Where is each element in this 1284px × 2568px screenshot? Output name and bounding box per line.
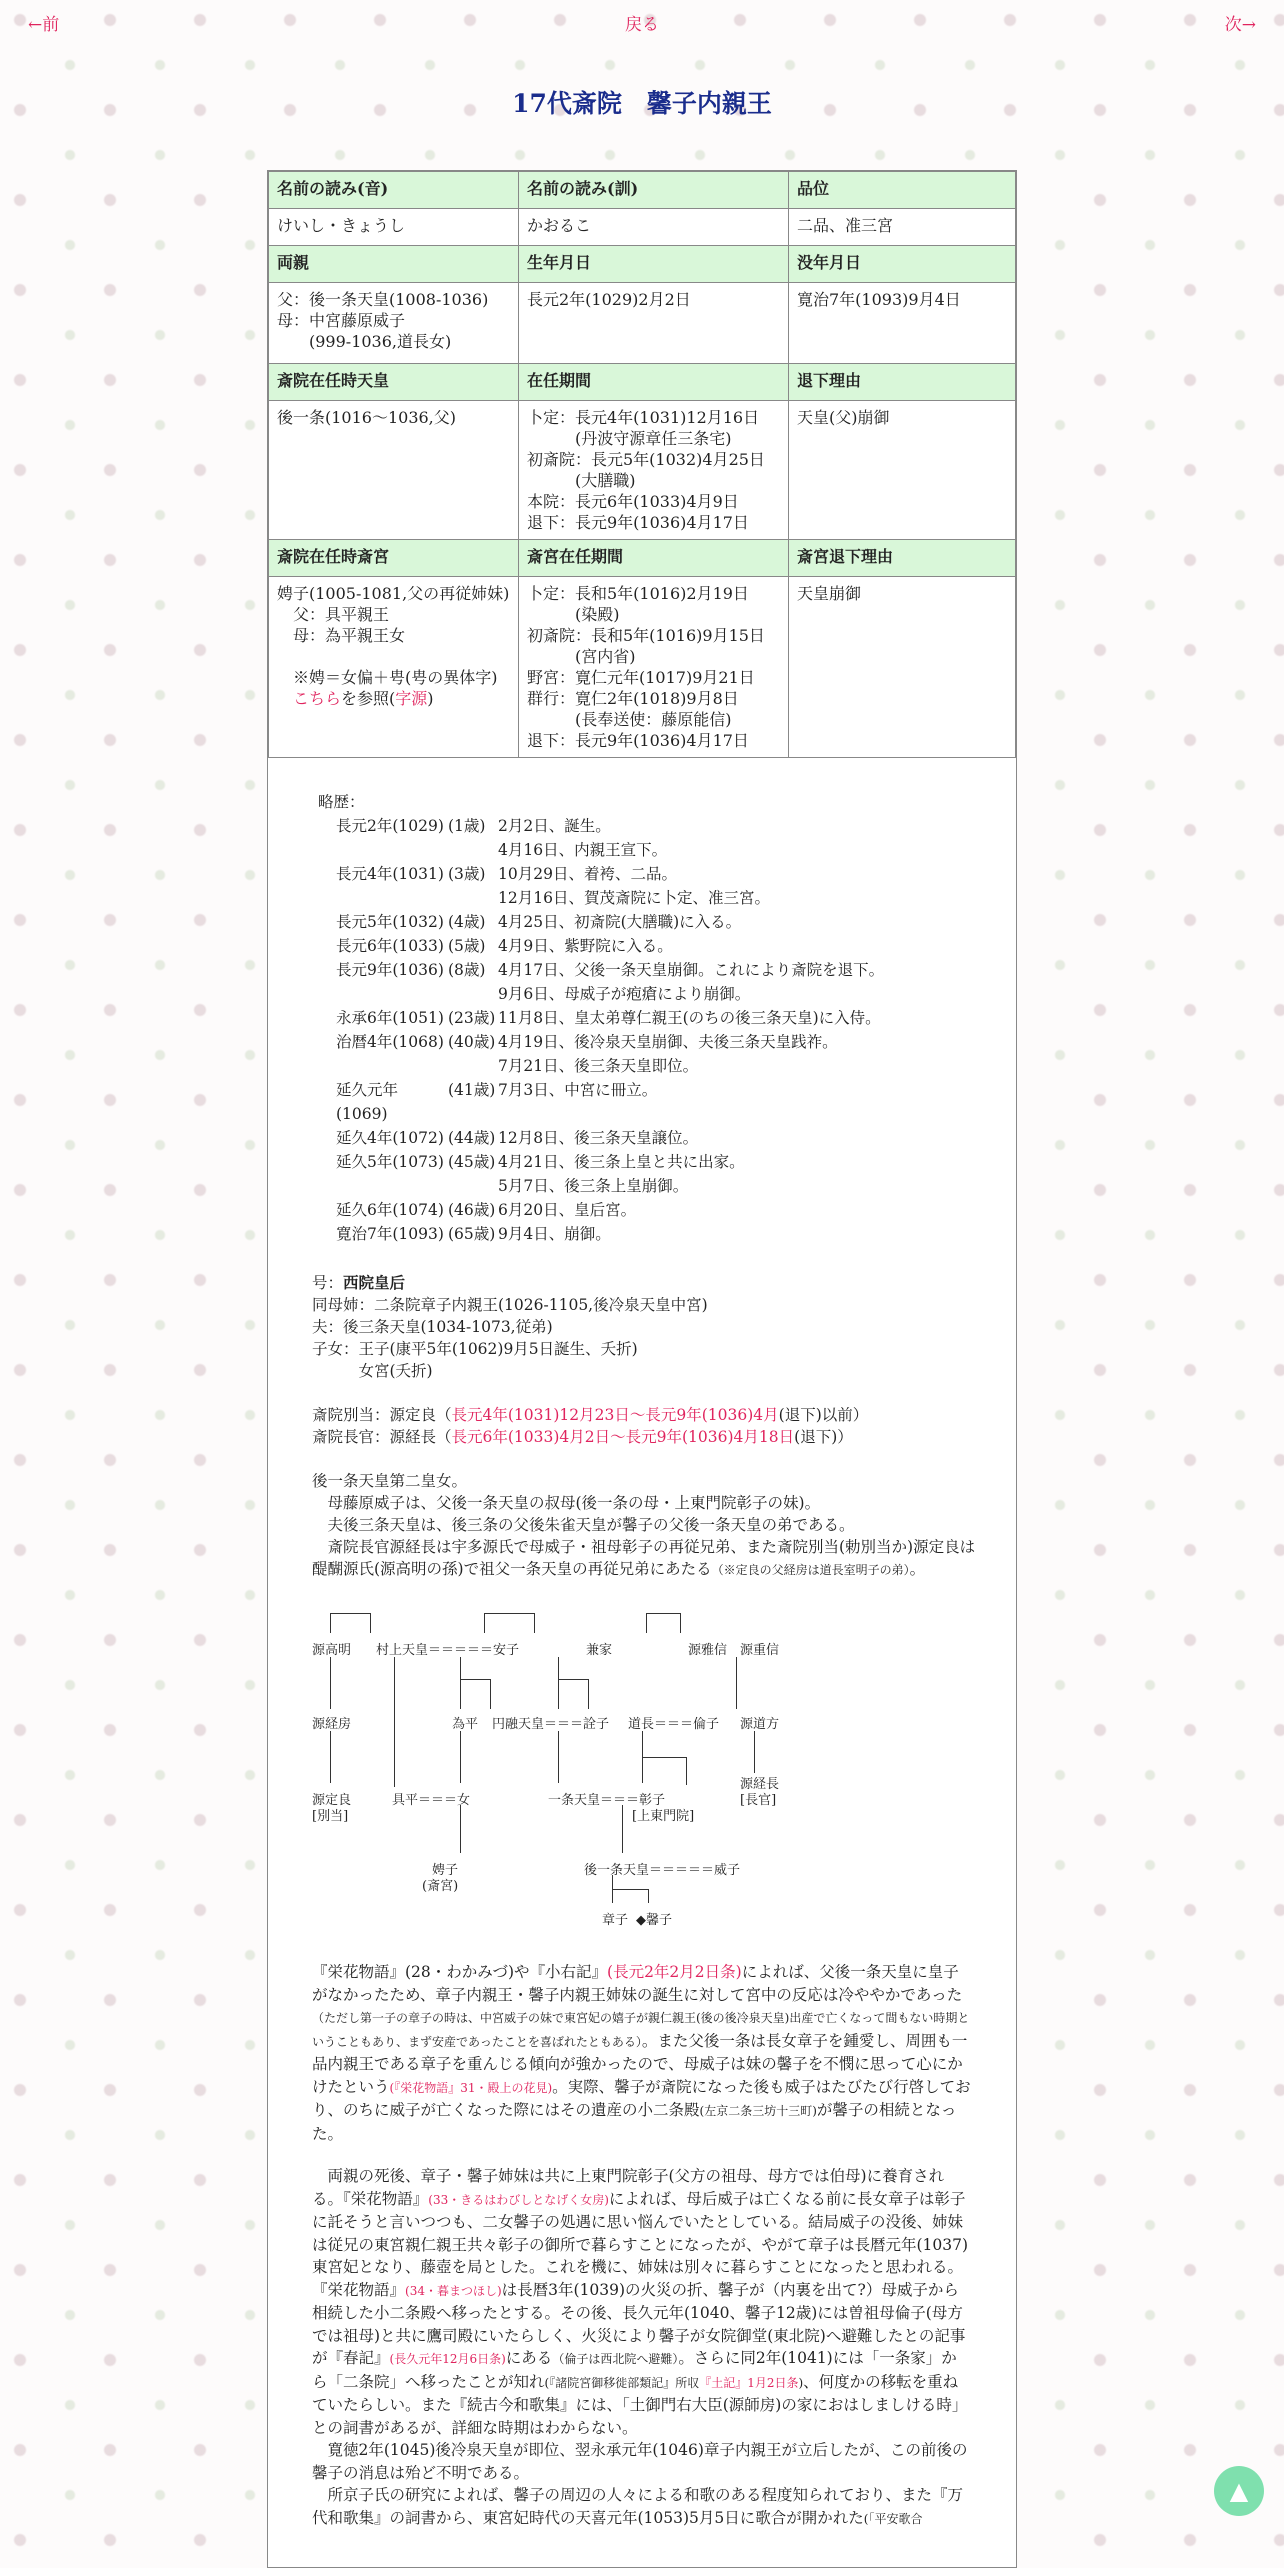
tree-node: [別当] <box>312 1809 349 1824</box>
ref-link[interactable]: (長久元年12月6日条) <box>389 2352 506 2366</box>
go-name: 西院皇后 <box>343 1273 406 1292</box>
history-age: (65歳) <box>448 1225 496 1243</box>
table-header: 没年月日 <box>789 246 1016 283</box>
history-row <box>318 910 1016 934</box>
table-header-row <box>269 540 1016 577</box>
go-label: 号： <box>312 1274 344 1292</box>
history-row <box>318 1078 1016 1126</box>
history-event: 4月19日、後冷泉天皇崩御、夫後三条天皇践祚。 <box>498 1033 838 1051</box>
table-cell: かおるこ <box>519 209 789 246</box>
chokan-text: 斎院長官：源経長（長元6年(1033)4月2日～長元9年(1036)4月18日(退下)） <box>312 1428 853 1446</box>
history-age <box>448 886 498 910</box>
tree-node: (斎宮) <box>422 1879 459 1894</box>
history-year <box>318 1054 448 1078</box>
ref-link[interactable]: 『土記』1月2日条 <box>699 2375 799 2390</box>
history-event: 4月21日、後三条上皇と共に出家。 <box>498 1153 745 1171</box>
prev-link[interactable]: ←前 <box>28 15 60 35</box>
essay-paragraph: 『栄花物語』(34・暮まつほし)は長暦3年(1039)の火災の折、馨子が（内裏を出て?）母威子から相続した小二条殿へ移ったとする。その後、長久元年(1040、馨子12歳)には曽祖母倫子(母方では祖母)と共に鷹司殿にいたらしく、火災により馨子が女院御堂(東北院)へ避難したとの記事が『春記』(長久元年12月6日条)にある（倫子は西北院へ避難）。さらに同2年(1041)には「一条家」から「二条院」へ移ったことが知れ(『諸院宮御移徙部類記』所収『土記』1月2日条)、何度かの移転を重ねていたらしい。また『続古今和歌集』には、「土御門右大臣(源師房)の家におはしましける時」との詞書があるが、詳細な時期はわからない。 <box>312 2280 968 2437</box>
history-age: (45歳) <box>448 1153 496 1171</box>
tree-node: 章子 <box>602 1913 629 1928</box>
history-event: 12月8日、後三条天皇譲位。 <box>498 1129 699 1147</box>
tree-node: 一条天皇＝＝＝彰子 <box>548 1793 666 1808</box>
ref-link[interactable]: (長元2年2月2日条) <box>607 1963 742 1981</box>
history-age <box>448 838 498 862</box>
profile-section <box>312 1272 976 1448</box>
content-panel <box>267 170 1017 2568</box>
essay-paragraph: 寛徳2年(1045)後冷泉天皇が即位、翌永承元年(1046)章子内親王が立后したが、この前後の馨子の消息は殆ど不明である。 <box>312 2441 968 2482</box>
history-event: 4月9日、紫野院に入る。 <box>498 937 673 955</box>
table-header: 在任期間 <box>519 364 789 401</box>
table-cell: 卜定：長元4年(1031)12月16日 (丹波守源章任三条宅) 初斎院：長元5年(1032)4月25日 (大膳職) 本院：長元6年(1033)4月9日 退下：長元9年(1036)4月17日 <box>519 401 789 540</box>
essay-section <box>312 1961 972 2530</box>
history-age <box>448 982 498 1006</box>
tree-node: 村上天皇＝＝＝＝＝安子 <box>376 1643 520 1658</box>
table-cell: 父：後一条天皇(1008-1036) 母：中宮藤原威子 (999-1036,道長女) <box>269 283 519 364</box>
history-row <box>318 1006 1016 1030</box>
history-row <box>318 1054 1016 1078</box>
lineage-text: 斎院長官源経長は宇多源氏で母威子・祖母彰子の再従兄弟、また斎院別当(勅別当か)源定良は醍醐源氏(源高明の孫)で祖父一条天皇の再従兄弟にあたる（※定良の父経房は道長室明子の弟）。 <box>312 1538 976 1578</box>
family-tree <box>312 1613 912 1933</box>
history-year: 長元5年(1032) <box>336 913 444 931</box>
history-age: (40歳) <box>448 1033 496 1051</box>
history-row <box>318 1222 1016 1246</box>
table-row <box>269 577 1016 758</box>
history-year: 治暦4年(1068) <box>336 1033 444 1051</box>
table-header: 品位 <box>789 172 1016 209</box>
history-row <box>318 814 1016 838</box>
history-year <box>318 982 448 1006</box>
next-link[interactable]: 次→ <box>1224 15 1256 35</box>
table-header: 両親 <box>269 246 519 283</box>
history-age <box>448 1054 498 1078</box>
tree-node: 娉子 <box>432 1863 459 1878</box>
refer-close: ) <box>427 689 434 708</box>
history-event: 4月16日、内親王宣下。 <box>498 841 668 859</box>
tree-node: 源道方 <box>740 1717 780 1732</box>
table-header: 名前の読み(訓) <box>519 172 789 209</box>
child-text-2: 女宮(夭折) <box>312 1362 433 1380</box>
chokan-ref[interactable]: 長元6年(1033)4月2日～長元9年(1036)4月18日 <box>451 1428 795 1446</box>
table-cell: 後一条(1016～1036,父) <box>269 401 519 540</box>
lineage-text: 母藤原威子は、父後一条天皇の叔母(後一条の母・上東門院彰子の妹)。 <box>312 1494 821 1512</box>
history-age: (4歳) <box>448 913 486 931</box>
tree-node: 後一条天皇＝＝＝＝＝威子 <box>584 1863 741 1878</box>
table-row <box>269 209 1016 246</box>
sibling-text: 同母姉：二条院章子内親王(1026-1105,後冷泉天皇中宮) <box>312 1296 708 1314</box>
history-row <box>318 1198 1016 1222</box>
history-section <box>318 790 1016 1246</box>
history-age <box>448 1174 498 1198</box>
table-header-row <box>269 246 1016 283</box>
table-header-row <box>269 172 1016 209</box>
history-event: 4月17日、父後一条天皇崩御。これにより斎院を退下。 <box>498 961 885 979</box>
history-event: 5月7日、後三条上皇崩御。 <box>498 1177 689 1195</box>
ref-link[interactable]: (33・きるはわびしとなげく女房) <box>428 2192 609 2207</box>
jigen-link[interactable]: 字源 <box>395 689 428 708</box>
scroll-top-button[interactable]: ▲ <box>1214 2466 1264 2516</box>
table-row <box>269 283 1016 364</box>
history-event: 9月6日、母威子が疱瘡により崩御。 <box>498 985 751 1003</box>
table-header-row <box>269 364 1016 401</box>
table-cell: 寛治7年(1093)9月4日 <box>789 283 1016 364</box>
history-year <box>318 1174 448 1198</box>
history-row <box>318 1126 1016 1150</box>
tree-node-kaoruko: ◆馨子 <box>636 1913 672 1928</box>
lineage-text: 後一条天皇第二皇女。 <box>312 1472 468 1490</box>
history-label: 略歴： <box>318 793 365 811</box>
refer-text: を参照( <box>341 689 396 708</box>
history-year <box>318 886 448 910</box>
betto-ref[interactable]: 長元4年(1031)12月23日～長元9年(1036)4月 <box>451 1406 779 1424</box>
tree-node: 源高明 <box>312 1643 352 1658</box>
table-cell: 二品、准三宮 <box>789 209 1016 246</box>
saigu-info: 娉子(1005-1081,父の再従姉妹) 父：具平親王 母：為平親王女 ※娉＝女偏＋甹(甹の異体字) <box>277 584 510 687</box>
history-row <box>318 934 1016 958</box>
history-age: (8歳) <box>448 961 486 979</box>
history-event: 9月4日、崩御。 <box>498 1225 611 1243</box>
back-link[interactable]: 戻る <box>625 15 659 35</box>
history-event: 7月3日、中宮に冊立。 <box>498 1081 658 1099</box>
lineage-note: （※定良の父経房は道長室明子の弟） <box>711 1563 910 1577</box>
history-event: 11月8日、皇太弟尊仁親王(のちの後三条天皇)に入侍。 <box>498 1009 881 1027</box>
history-age: (3歳) <box>448 865 486 883</box>
history-row <box>318 1030 1016 1054</box>
table-header: 斎宮退下理由 <box>789 540 1016 577</box>
history-row <box>318 982 1016 1006</box>
tree-node: 源雅信 <box>688 1643 728 1658</box>
history-age: (1歳) <box>448 817 486 835</box>
ref-link[interactable]: (『栄花物語』31・殿上の花見) <box>389 2080 553 2095</box>
history-row <box>318 958 1016 982</box>
table-header: 斎院在任時天皇 <box>269 364 519 401</box>
tree-node: 円融天皇＝＝＝詮子 <box>492 1717 610 1732</box>
betto-text: 斎院別当：源定良（長元4年(1031)12月23日～長元9年(1036)4月(退下)以前） <box>312 1406 869 1424</box>
history-row <box>318 862 1016 886</box>
table-cell: 天皇崩御 <box>789 577 1016 758</box>
history-year: 延久元年(1069) <box>336 1081 399 1123</box>
history-event: 7月21日、後三条天皇即位。 <box>498 1057 699 1075</box>
history-age: (44歳) <box>448 1129 496 1147</box>
essay-paragraph: 両親の死後、章子・馨子姉妹は共に上東門院彰子(父方の祖母、母方では伯母)に養育される。『栄花物語』(33・きるはわびしとなげく女房)によれば、母后威子は亡くなる前に長女章子は彰子に託そうと言いつつも、二女馨子の処遇に思い悩んでいたとしている。結局威子の没後、姉妹は従兄の東宮親仁親王共々彰子の御所で暮らすことになったが、やがて章子は長暦元年(1037)東宮妃となり、藤壺を局とした。これを機に、姉妹は別々に暮らすことになったと思われる。 <box>312 2167 969 2276</box>
table-cell: 長元2年(1029)2月2日 <box>519 283 789 364</box>
table-cell: 天皇(父)崩御 <box>789 401 1016 540</box>
history-age: (23歳) <box>448 1009 496 1027</box>
history-year: 寛治7年(1093) <box>336 1225 444 1243</box>
tree-node: 源経長 <box>740 1777 780 1792</box>
refer-link[interactable]: こちら <box>293 689 342 708</box>
history-event: 12月16日、賀茂斎院に卜定、准三宮。 <box>498 889 770 907</box>
history-age: (41歳) <box>448 1081 496 1099</box>
husband-text: 夫：後三条天皇(1034-1073,従弟) <box>312 1318 553 1336</box>
page-title: 17代斎院 馨子内親王 <box>512 89 772 118</box>
table-header: 名前の読み(音) <box>269 172 519 209</box>
tree-node: 為平 <box>452 1717 479 1732</box>
tree-node: 源重信 <box>740 1643 780 1658</box>
profile-table <box>268 171 1016 758</box>
history-age: (5歳) <box>448 937 486 955</box>
table-cell: 卜定：長和5年(1016)2月19日 (染殿) 初斎院：長和5年(1016)9月15日 (宮内省) 野宮：寛仁元年(1017)9月21日 群行：寛仁2年(1018)9月8日 (長奉送使：藤原能信) 退下：長元9年(1036)4月17日 <box>519 577 789 758</box>
table-row <box>269 401 1016 540</box>
table-cell: けいし・きょうし <box>269 209 519 246</box>
history-event: 2月2日、誕生。 <box>498 817 611 835</box>
tree-node: 源定良 <box>312 1793 352 1808</box>
essay-paragraph: 『栄花物語』(28・わかみづ)や『小右記』(長元2年2月2日条)によれば、父後一条天皇に皇子がなかったため、章子内親王・馨子内親王姉妹の誕生に対して宮中の反応は冷ややかであった（ただし第一子の章子の時は、中宮威子の妹で東宮妃の嬉子が親仁親王(後の後冷泉天皇)出産で亡くなって間もない時期ということもあり、まず安産であったことを喜ばれたともある）。また父後一条は長女章子を鍾愛し、周囲も一品内親王である章子を重んじる傾向が強かったので、母威子は妹の馨子を不憫に思って心にかけたという(『栄花物語』31・殿上の花見)。実際、馨子が斎院になった後も威子はたびたび行啓しており、のちに威子が亡くなった際にはその遺産の小二条殿(左京二条三坊十三町)が馨子の相続となった。 <box>312 1963 971 2143</box>
history-year: 長元2年(1029) <box>336 817 444 835</box>
table-header: 斎院在任時斎宮 <box>269 540 519 577</box>
table-header: 退下理由 <box>789 364 1016 401</box>
lineage-text: 夫後三条天皇は、後三条の父後朱雀天皇が馨子の父後一条天皇の弟である。 <box>312 1516 855 1534</box>
history-row <box>318 1150 1016 1174</box>
history-year: 延久6年(1074) <box>336 1201 444 1219</box>
history-year: 長元4年(1031) <box>336 865 444 883</box>
tree-node: 具平＝＝＝女 <box>392 1793 471 1808</box>
history-year: 延久5年(1073) <box>336 1153 444 1171</box>
history-event: 4月25日、初斎院(大膳職)に入る。 <box>498 913 742 931</box>
child-text: 子女：王子(康平5年(1062)9月5日誕生、夭折) <box>312 1340 638 1358</box>
history-row <box>318 838 1016 862</box>
history-year: 長元9年(1036) <box>336 961 444 979</box>
history-year: 永承6年(1051) <box>336 1009 444 1027</box>
history-age: (46歳) <box>448 1201 496 1219</box>
essay-paragraph: 所京子氏の研究によれば、馨子の周辺の人々による和歌のある程度知られており、また『万代和歌集』の詞書から、東宮妃時代の天喜元年(1053)5月5日に歌合が開かれた(「平安歌合 <box>312 2486 964 2527</box>
ref-link[interactable]: (34・暮まつほし) <box>405 2283 502 2298</box>
lineage-section <box>312 1470 976 1581</box>
history-year <box>318 838 448 862</box>
history-year: 長元6年(1033) <box>336 937 444 955</box>
table-header: 生年月日 <box>519 246 789 283</box>
table-header: 斎宮在任期間 <box>519 540 789 577</box>
tree-node: 兼家 <box>586 1643 613 1658</box>
history-event: 6月20日、皇后宮。 <box>498 1201 637 1219</box>
tree-node: [長官] <box>740 1793 777 1808</box>
table-cell <box>269 577 519 758</box>
tree-node: 道長＝＝＝倫子 <box>628 1717 720 1732</box>
history-row <box>318 1174 1016 1198</box>
tree-node: 源経房 <box>312 1717 352 1732</box>
history-event: 10月29日、着袴、二品。 <box>498 865 677 883</box>
tree-node: [上東門院] <box>632 1809 695 1824</box>
history-year: 延久4年(1072) <box>336 1129 444 1147</box>
history-row <box>318 886 1016 910</box>
